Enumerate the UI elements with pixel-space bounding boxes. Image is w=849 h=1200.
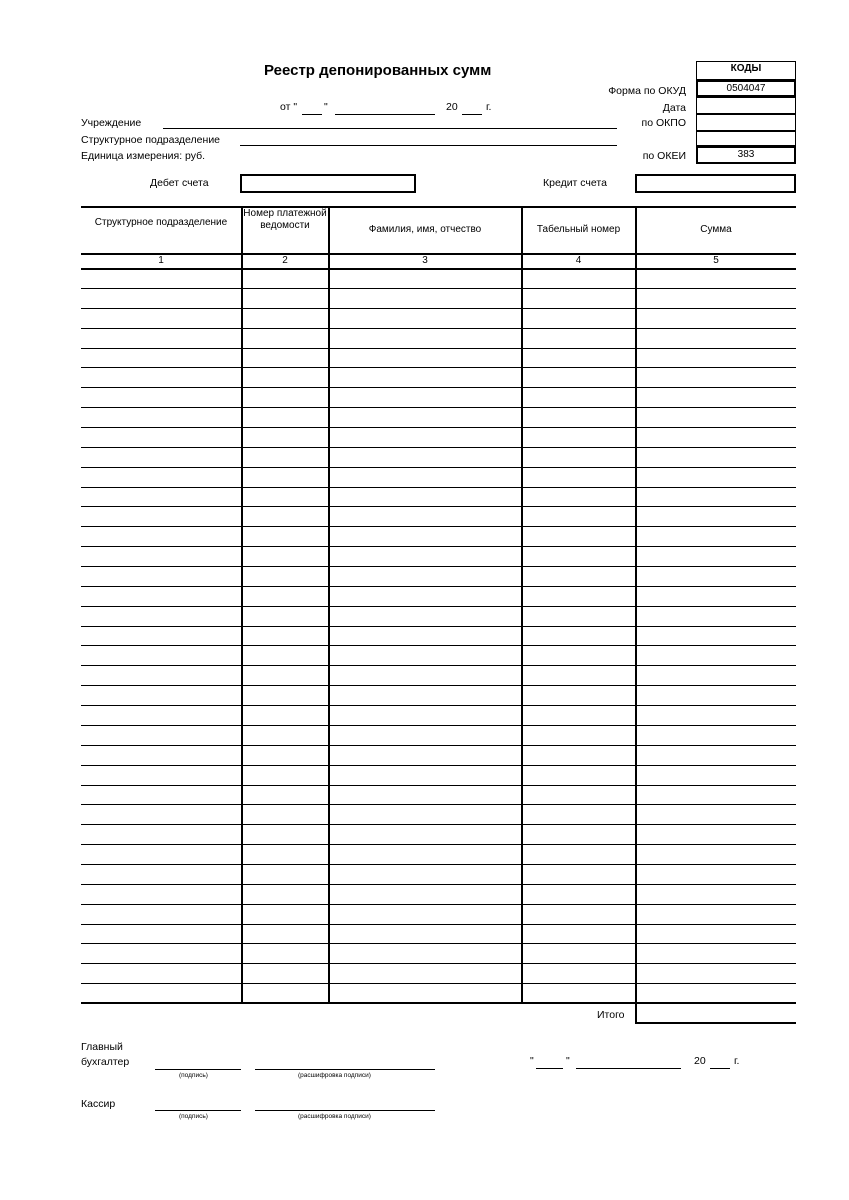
table-bottom-border bbox=[81, 1002, 796, 1004]
col-header-division: Структурное подразделение bbox=[94, 217, 228, 228]
table-top-border bbox=[81, 206, 796, 208]
col-number-1: 1 bbox=[158, 255, 164, 266]
total-field[interactable] bbox=[635, 1022, 796, 1024]
day-field[interactable] bbox=[302, 114, 322, 115]
year-prefix: 20 bbox=[446, 101, 458, 113]
table-row-line bbox=[81, 844, 796, 845]
table-row-line bbox=[81, 983, 796, 984]
year-suffix: г. bbox=[486, 101, 492, 113]
chief-signature-caption: (подпись) bbox=[179, 1072, 208, 1079]
table-row-line bbox=[81, 348, 796, 349]
table-row-line bbox=[81, 626, 796, 627]
institution-field[interactable] bbox=[163, 128, 617, 129]
table-row-line bbox=[81, 864, 796, 865]
table-row-line bbox=[81, 924, 796, 925]
blank-code-field[interactable] bbox=[696, 131, 796, 146]
total-label: Итого bbox=[597, 1009, 625, 1021]
okud-label: Форма по ОКУД bbox=[608, 85, 686, 97]
unit-label: Единица измерения: руб. bbox=[81, 150, 206, 162]
table-row-line bbox=[81, 824, 796, 825]
sign-year-suffix: г. bbox=[734, 1055, 740, 1067]
sign-year-prefix: 20 bbox=[694, 1055, 706, 1067]
cashier-signature-caption: (подпись) bbox=[179, 1113, 208, 1120]
table-row-line bbox=[81, 884, 796, 885]
table-row-line bbox=[81, 804, 796, 805]
table-row-line bbox=[81, 745, 796, 746]
table-row-line bbox=[81, 725, 796, 726]
table-row-line bbox=[81, 785, 796, 786]
chief-accountant-signature-field[interactable] bbox=[155, 1069, 241, 1070]
okpo-code-field[interactable] bbox=[696, 114, 796, 131]
okei-label: по ОКЕИ bbox=[642, 150, 686, 162]
total-left-border bbox=[635, 1003, 637, 1023]
sign-date-close-quote: " bbox=[566, 1055, 570, 1067]
table-row-line bbox=[81, 963, 796, 964]
cashier-name-field[interactable] bbox=[255, 1110, 435, 1111]
number-row-bottom-border bbox=[81, 268, 796, 270]
okei-code-field[interactable]: 383 bbox=[696, 146, 796, 164]
document-title: Реестр депонированных сумм bbox=[264, 62, 492, 79]
table-row-line bbox=[81, 943, 796, 944]
table-row-line bbox=[81, 387, 796, 388]
table-row-line bbox=[81, 427, 796, 428]
table-row-line bbox=[81, 487, 796, 488]
date-code-field[interactable] bbox=[696, 97, 796, 114]
col-number-3: 3 bbox=[422, 255, 428, 266]
chief-accountant-label-line1: Главный bbox=[81, 1041, 123, 1053]
col-number-4: 4 bbox=[575, 255, 582, 266]
table-row-line bbox=[81, 566, 796, 567]
table-row-line bbox=[81, 765, 796, 766]
debit-label: Дебет счета bbox=[150, 177, 209, 189]
chief-accountant-label-line2: бухгалтер bbox=[81, 1056, 130, 1068]
col-number-5: 5 bbox=[713, 255, 719, 266]
date-label: Дата bbox=[662, 102, 686, 114]
table-row-line bbox=[81, 586, 796, 587]
table-row-line bbox=[81, 506, 796, 507]
date-prefix: от " bbox=[280, 101, 298, 113]
okpo-label: по ОКПО bbox=[641, 117, 686, 129]
division-label: Структурное подразделение bbox=[81, 134, 221, 146]
table-row-line bbox=[81, 407, 796, 408]
cashier-decoding-caption: (расшифровка подписи) bbox=[298, 1113, 371, 1120]
year-field[interactable] bbox=[462, 114, 482, 115]
cashier-label: Кассир bbox=[81, 1098, 116, 1110]
col-header-personnel-number: Табельный номер bbox=[536, 224, 621, 235]
col-header-statement-number: Номер платежной ведомости bbox=[243, 208, 327, 231]
table-row-line bbox=[81, 705, 796, 706]
debit-account-field[interactable] bbox=[240, 174, 416, 193]
chief-decoding-caption: (расшифровка подписи) bbox=[298, 1072, 371, 1079]
col-header-full-name: Фамилия, имя, отчество bbox=[368, 224, 482, 235]
chief-accountant-name-field[interactable] bbox=[255, 1069, 435, 1070]
sign-year-field[interactable] bbox=[710, 1068, 730, 1069]
date-close-quote: " bbox=[324, 101, 328, 113]
table-row-line bbox=[81, 288, 796, 289]
table-row-line bbox=[81, 546, 796, 547]
deposit-table bbox=[81, 206, 796, 1003]
sign-month-field[interactable] bbox=[576, 1068, 681, 1069]
table-row-line bbox=[81, 904, 796, 905]
institution-label: Учреждение bbox=[81, 117, 142, 129]
table-row-line bbox=[81, 447, 796, 448]
col-number-2: 2 bbox=[282, 255, 288, 266]
table-row-line bbox=[81, 526, 796, 527]
month-field[interactable] bbox=[335, 114, 435, 115]
okud-code-field[interactable]: 0504047 bbox=[696, 80, 796, 97]
table-row-line bbox=[81, 645, 796, 646]
table-row-line bbox=[81, 367, 796, 368]
col-header-amount: Сумма bbox=[700, 224, 732, 235]
table-row-line bbox=[81, 606, 796, 607]
credit-label: Кредит счета bbox=[543, 177, 607, 189]
sign-date-open-quote: " bbox=[530, 1055, 534, 1067]
table-row-line bbox=[81, 308, 796, 309]
table-row-line bbox=[81, 665, 796, 666]
table-row-line bbox=[81, 467, 796, 468]
codes-header: КОДЫ bbox=[696, 61, 796, 80]
table-row-line bbox=[81, 685, 796, 686]
sign-day-field[interactable] bbox=[536, 1068, 563, 1069]
division-field[interactable] bbox=[240, 145, 617, 146]
cashier-signature-field[interactable] bbox=[155, 1110, 241, 1111]
table-row-line bbox=[81, 328, 796, 329]
credit-account-field[interactable] bbox=[635, 174, 796, 193]
